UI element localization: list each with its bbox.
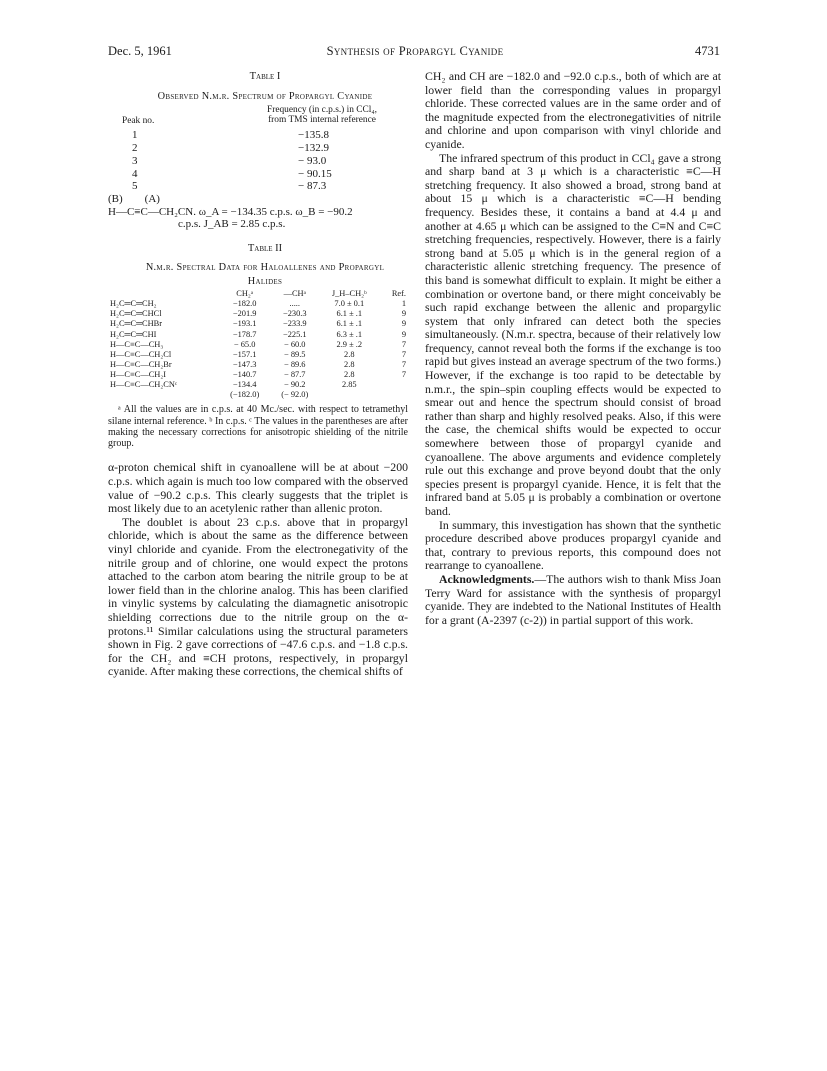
table-row: H₂C═C═CHI −178.7 −225.1 6.3 ± .1 9 bbox=[110, 329, 406, 339]
paragraph: The infrared spectrum of this product in CCl₄ gave a strong and sharp band at 3 μ which is a characteristic ≡C—H stretching frequency. It also showed a broad, strong band at about 15 μ which is a characteristic ≡C—H bending frequency. Besides these, it contains a band at 4.4 μ and another at 4.65 μ which can be assigned to the C≡N and C≡C stretching frequencies, respectively. However, there is a fairly strong band at 5.05 μ which is in the general region of a characteristic allenic stretching frequency. The presence of this band is somewhat difficult to explain. It might be either a combination or overtone band, or there might conceivably be such rapid exchange between the allenic and propargylic system that only infrared can detect both the species simultaneously. (N.m.r. spectra, because of their relatively low frequency, cannot reveal both the forms if the exchange is too rapid but gives instead an average spectrum of the two forms.) However, if the exchange is too rapid to be detectable by n.m.r., the spin–spin coupling effects would be expected to smear out and hence the spectrum should consist of broad rather than sharp and highly resolved peaks. Also, if this were the case, the chemical shifts would be expected to occur somewhere between those of propargyl cyanide and cyanoallene. The above arguments and evidence completely rule out this exchange and prove beyond doubt that the only species present is propargyl cyanide. Hence, it is felt that the infrared band at 5.05 μ is probably a combination or overtone band. bbox=[425, 150, 721, 518]
table1-formula bbox=[108, 193, 408, 230]
header-date: Dec. 5, 1961 bbox=[108, 44, 172, 58]
table-row: H₂C═C═CHCl −201.9 −230.3 6.1 ± .1 9 bbox=[110, 309, 406, 319]
table1-header bbox=[108, 105, 408, 129]
paragraph: CH₂ and CH are −182.0 and −92.0 c.p.s., both of which are at lower field than the corresponding values in propargyl chloride. These corrected values are in the same order and of the magnitude expected from the electronegativities of nitrile and chlorine and upon comparison with vinyl chloride and cyanide. bbox=[425, 69, 721, 151]
acknowledgments-heading: Acknowledgments. bbox=[439, 571, 535, 586]
left-column bbox=[108, 70, 408, 679]
paragraph: The doublet is about 23 c.p.s. above that in propargyl chloride, which is about the same as the difference between vinyl chloride and cyanide. From the electronegativity of the nitrile group and of chlorine, one would expect the protons attached to the carbon atom bearing the nitrile group to be at lower field than in the chlorine analog. This has been clarified in vinylic systems by calculating the diamagnetic anisotropic shielding corrections due to the nitrile group on the α-protons.¹¹ Similar calculations using the structural parameters shown in Fig. 2 gave corrections of −47.6 c.p.s. and −1.8 c.p.s. for the CH₂ and ≡CH protons, respectively, in propargyl cyanide. After making these corrections, the chemical shifts of bbox=[108, 514, 408, 679]
table1-caption: Table I bbox=[249, 71, 281, 82]
formula-line-2: c.p.s. J_AB = 2.85 c.p.s. bbox=[178, 217, 286, 230]
header-page-number: 4731 bbox=[695, 44, 720, 58]
label-b: (B) bbox=[108, 193, 123, 206]
table-row: (−182.0) (− 92.0) bbox=[230, 390, 309, 400]
table-row: 1 −135.8 bbox=[132, 129, 329, 142]
table-row: H—C≡C—CH₃ − 65.0 − 60.0 2.9 ± .2 7 bbox=[110, 339, 406, 349]
paragraph: In summary, this investigation has shown that the synthetic procedure described above produces propargyl cyanide and that, contrary to previous reports, this compound does not rearrange to cyanoallene. bbox=[425, 517, 721, 573]
table2-caption: Table II bbox=[247, 243, 283, 255]
label-a: (A) bbox=[144, 193, 160, 206]
right-column bbox=[425, 70, 721, 627]
table-row: H—C≡C—CH₂I −140.7 − 87.7 2.8 7 bbox=[110, 369, 406, 379]
table1-col-freq-2: from TMS internal reference bbox=[268, 115, 376, 126]
formula-line: H—C≡C—CH₂CN. ω_A = −134.35 c.p.s. ω_B = −90.2 bbox=[108, 205, 353, 218]
acknowledgments bbox=[425, 573, 721, 627]
table1-col-peak: Peak no. bbox=[122, 116, 155, 127]
table2-title-2: Halides bbox=[247, 275, 283, 287]
table-row: H—C≡C—CH₂Cl −157.1 − 89.5 2.8 7 bbox=[110, 349, 406, 359]
table1-col-freq-1: Frequency (in c.p.s.) in CCl₄, bbox=[266, 105, 378, 116]
table-row: H₂C═C═CHBr −193.1 −233.9 6.1 ± .1 9 bbox=[110, 319, 406, 329]
table1-title: Observed N.m.r. Spectrum of Propargyl Cyanide bbox=[157, 90, 373, 102]
table1 bbox=[132, 129, 332, 193]
table-row: H—C≡C—CH₂CNᶜ −134.4 − 90.2 2.85 bbox=[110, 380, 357, 390]
table-row: 3 − 93.0 bbox=[132, 154, 327, 167]
table2-footnote: ᵃ All the values are in c.p.s. at 40 Mc./sec. with respect to tetramethyl silane internal reference. ᵇ In c.p.s. ᶜ The values in the parentheses are after making the necessary corrections for anisotropic shielding of the nitrile group. bbox=[108, 404, 408, 450]
table-row: 4 − 90.15 bbox=[132, 167, 332, 180]
header-title: Synthesis of Propargyl Cyanide bbox=[326, 44, 504, 58]
acknowledgments-text: —The authors wish to thank Miss Joan Terry Ward for assistance with the synthesis of propargyl cyanide. They are indebted to the National Institutes of Health for a grant (A-2397 (c-2)) in partial support of this work. bbox=[425, 571, 721, 627]
table2-title-1: N.m.r. Spectral Data for Haloallenes and Propargyl bbox=[145, 261, 385, 273]
table2 bbox=[108, 289, 408, 400]
paragraph: α-proton chemical shift in cyanoallene will be at about −200 c.p.s. which again is much too low compared with the observed value of −90.2 c.p.s. This clearly suggests that the triplet is most likely due to an acetylenic rather than allenic proton. bbox=[108, 460, 408, 516]
table-row: H—C≡C—CH₂Br −147.3 − 89.6 2.8 7 bbox=[110, 359, 406, 369]
table2-header-row: CH₂ᵃ —CHᵃ J_H–CH₂ᵇ Ref. bbox=[236, 289, 406, 299]
table-row: H₂C═C═CH₂ −182.0 ..... 7.0 ± 0.1 1 bbox=[110, 299, 406, 309]
left-body-text bbox=[108, 461, 408, 679]
table-row: 2 −132.9 bbox=[132, 141, 329, 154]
table-row: 5 − 87.3 bbox=[132, 180, 327, 193]
